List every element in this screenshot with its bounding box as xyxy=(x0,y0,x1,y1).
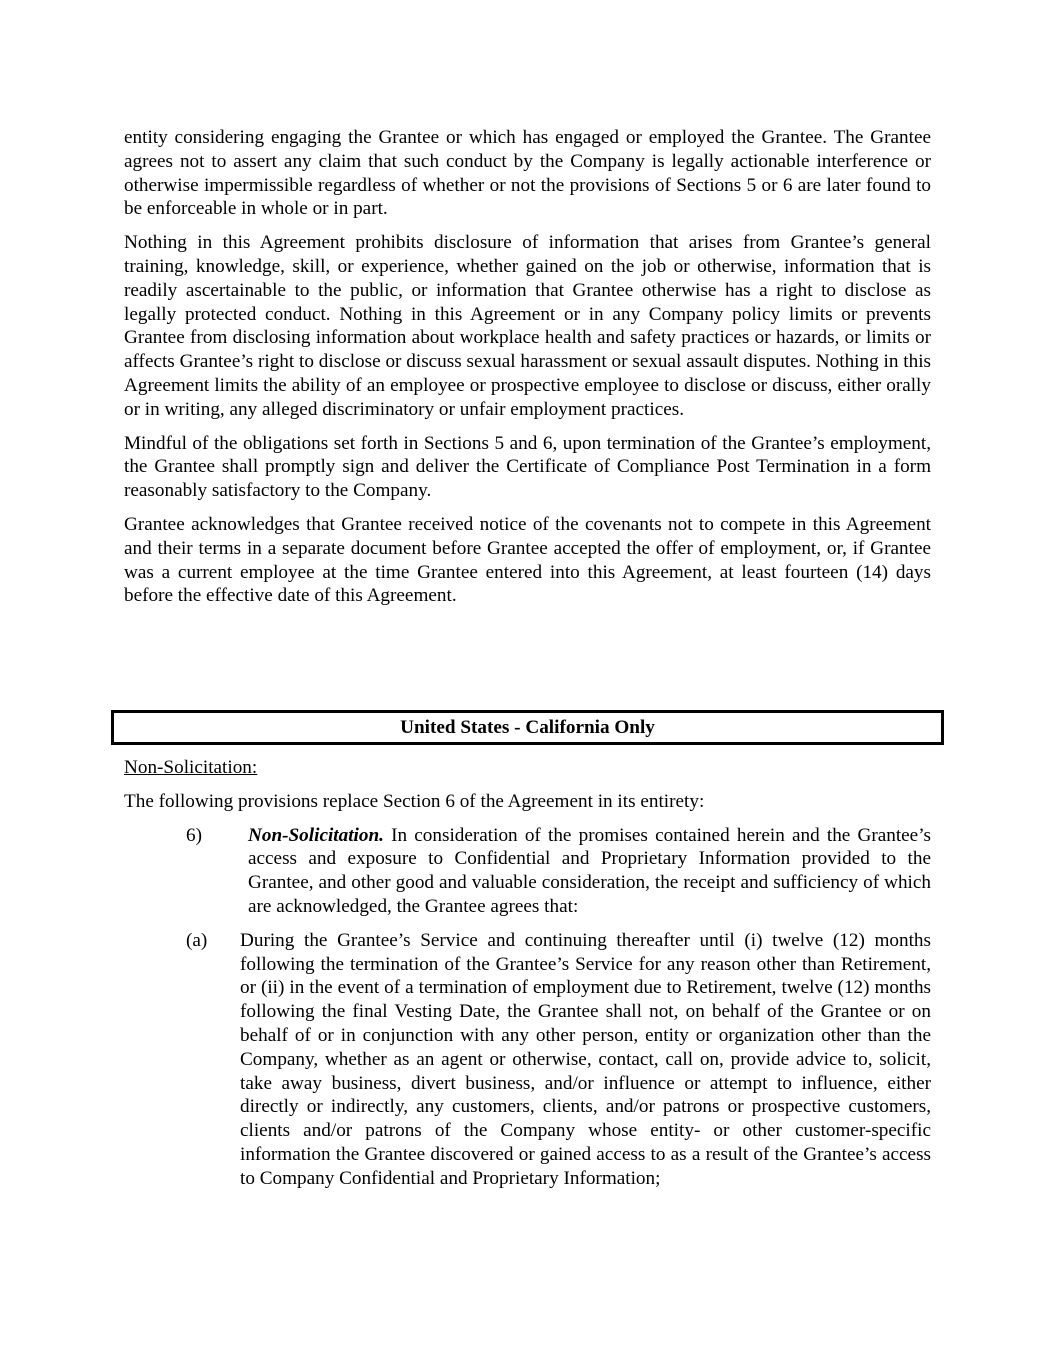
paragraph-notice-of-covenants: Grantee acknowledges that Grantee received notice of the covenants not to compete in this Agreement and their terms in a separate document before Grantee accepted the offer of employment, or, if Grantee was a current employee at the time Grantee entered into this Agreement, at least fourteen (14) days before the effective date of this Agreement. xyxy=(124,513,931,607)
item-6-heading: Non-Solicitation. xyxy=(248,824,384,846)
item-6-text: In consideration of the promises contained herein and the Grantee’s access and exposure to Confidential and Proprietary Information provided to the Grantee, and other good and valuable consideration, the receipt and sufficiency of which are acknowledged, the Grantee agrees that: xyxy=(248,824,931,917)
item-a-text: During the Grantee’s Service and continuing thereafter until (i) twelve (12) months following the termination of the Grantee’s Service for any reason other than Retirement, or (ii) in the event of a termination of employment due to Retirement, twelve (12) months following the final Vesting Date, the Grantee shall not, on behalf of the Grantee or on behalf of or in conjunction with any other person, entity or organization other than the Company, whether as an agent or otherwise, contact, call on, provide advice to, solicit, take away business, divert business, and/or influence or attempt to influence, either directly or indirectly, any customers, clients, and/or patrons or prospective customers, clients and/or patrons of the Company whose entity- or other customer-specific information the Grantee discovered or gained access to as a result of the Grantee’s access to Company Confidential and Proprietary Information; xyxy=(240,929,931,1189)
paragraph-disclosure-rights: Nothing in this Agreement prohibits disclosure of information that arises from Grantee’s general training, knowledge, skill, or experience, whether gained on the job or otherwise, information that is readily ascertainable to the public, or information that Grantee otherwise has a right to disclose as legally protected conduct. Nothing in this Agreement or in any Company policy limits or prevents Grantee from disclosing information about workplace health and safety practices or hazards, or limits or affects Grantee’s right to disclose or discuss sexual harassment or sexual assault disputes. Nothing in this Agreement limits the ability of an employee or prospective employee to disclose or discuss, either orally or in writing, any alleged discriminatory or unfair employment practices. xyxy=(124,232,931,420)
document-body xyxy=(124,126,931,618)
subheading-non-solicitation: Non-Solicitation: xyxy=(124,757,258,778)
item-a xyxy=(124,929,931,1191)
section-intro: The following provisions replace Section 6 of the Agreement in its entirety: xyxy=(124,790,705,812)
paragraph-certificate-of-compliance: Mindful of the obligations set forth in Sections 5 and 6, upon termination of the Grantee’s employment, the Grantee shall promptly sign and deliver the Certificate of Compliance Post Termination in a form reasonably satisfactory to the Company. xyxy=(124,432,931,502)
item-6-number: 6) xyxy=(186,824,202,846)
item-6-text-block xyxy=(248,824,931,919)
item-a-number: (a) xyxy=(186,929,208,951)
section-title-box xyxy=(111,710,944,745)
california-section xyxy=(124,756,931,1201)
paragraph-interference-claim: entity considering engaging the Grantee or which has engaged or employed the Grantee. The Grantee agrees not to assert any claim that such conduct by the Company is legally actionable interference or otherwise impermissible regardless of whether or not the provisions of Sections 5 or 6 are later found to be enforceable in whole or in part. xyxy=(124,127,931,220)
item-6 xyxy=(124,824,931,919)
section-title: United States - California Only xyxy=(400,717,655,738)
